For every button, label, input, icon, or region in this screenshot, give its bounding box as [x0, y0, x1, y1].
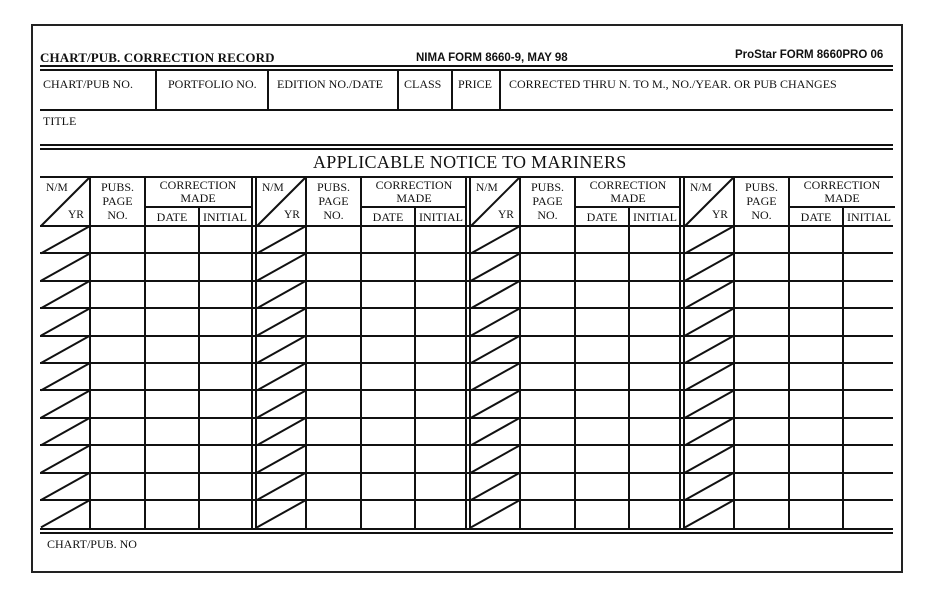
group-1-pubs-label: PUBS. — [100, 180, 135, 194]
group-1-row-4-initial-cell[interactable] — [202, 311, 251, 333]
group-4-made-label: MADE — [824, 191, 860, 205]
group-2-row-1-date-cell[interactable] — [364, 229, 415, 251]
group-3-row-7-date-cell[interactable] — [578, 393, 629, 415]
group-2-row-6-initial-cell[interactable] — [418, 366, 467, 388]
group-2-page-label: PAGE — [318, 194, 349, 208]
portfolio-no-input[interactable] — [159, 92, 267, 109]
group-3-row-6-date-cell[interactable] — [578, 366, 629, 388]
group-2-row-9-date-cell[interactable] — [364, 448, 415, 470]
group-3-date-label: DATE — [586, 210, 618, 224]
group-1-nm-label: N/M — [46, 182, 68, 194]
price-input[interactable] — [455, 92, 499, 109]
group-2-row-4-date-cell[interactable] — [364, 311, 415, 333]
group-4-row-2-date-cell[interactable] — [792, 256, 843, 278]
group-3-row-3-nm-yr-cell[interactable] — [473, 284, 520, 306]
group-2-row-5-pubs-page-no-cell[interactable] — [309, 339, 361, 361]
group-2-row-1-pubs-page-no-cell[interactable] — [309, 229, 361, 251]
group-2-row-8-date-cell[interactable] — [364, 421, 415, 443]
notices-banner: APPLICABLE NOTICE TO MARINERS — [313, 152, 627, 172]
group-4-row-8-nm-yr-cell[interactable] — [687, 421, 734, 443]
group-1-made-label: MADE — [180, 191, 216, 205]
group-3-row-11-pubs-page-no-cell[interactable] — [523, 503, 575, 525]
group-2-date-label: DATE — [372, 210, 404, 224]
group-1-row-9-date-cell[interactable] — [148, 448, 199, 470]
group-4-row-11-date-cell[interactable] — [792, 503, 843, 525]
group-1-yr-label: YR — [68, 209, 84, 221]
class-label: CLASS — [404, 77, 442, 91]
group-3-made-label: MADE — [610, 191, 646, 205]
group-1-row-2-pubs-page-no-cell[interactable] — [93, 256, 145, 278]
group-2-row-7-nm-yr-cell[interactable] — [259, 393, 306, 415]
subheader-line — [575, 206, 681, 208]
group-3-pubs-label: PUBS. — [530, 180, 565, 194]
group-3-row-11-date-cell[interactable] — [578, 503, 629, 525]
group-1-row-4-nm-yr-cell[interactable] — [43, 311, 90, 333]
group-3-row-7-initial-cell[interactable] — [632, 393, 681, 415]
group-3-row-9-pubs-page-no-cell[interactable] — [523, 448, 575, 470]
group-3-row-9-nm-yr-cell[interactable] — [473, 448, 520, 470]
group-1-row-9-initial-cell[interactable] — [202, 448, 251, 470]
group-3-row-11-nm-yr-cell[interactable] — [473, 503, 520, 525]
group-3-row-8-initial-cell[interactable] — [632, 421, 681, 443]
group-2-row-9-nm-yr-cell[interactable] — [259, 448, 306, 470]
group-1-row-6-nm-yr-cell[interactable] — [43, 366, 90, 388]
group-1-row-3-nm-yr-cell[interactable] — [43, 284, 90, 306]
group-1-row-11-date-cell[interactable] — [148, 503, 199, 525]
group-2-row-10-nm-yr-cell[interactable] — [259, 476, 306, 498]
group-1-row-10-initial-cell[interactable] — [202, 476, 251, 498]
group-4-row-7-initial-cell[interactable] — [846, 393, 895, 415]
group-1-row-9-nm-yr-cell[interactable] — [43, 448, 90, 470]
group-2-row-8-initial-cell[interactable] — [418, 421, 467, 443]
group-1-row-10-nm-yr-cell[interactable] — [43, 476, 90, 498]
group-4-row-7-nm-yr-cell[interactable] — [687, 393, 734, 415]
group-4-row-6-pubs-page-no-cell[interactable] — [737, 366, 789, 388]
group-2-row-2-date-cell[interactable] — [364, 256, 415, 278]
group-4-row-10-pubs-page-no-cell[interactable] — [737, 476, 789, 498]
group-4-row-8-initial-cell[interactable] — [846, 421, 895, 443]
group-2-row-3-initial-cell[interactable] — [418, 284, 467, 306]
group-4-row-3-initial-cell[interactable] — [846, 284, 895, 306]
group-2-row-9-pubs-page-no-cell[interactable] — [309, 448, 361, 470]
group-2-row-11-initial-cell[interactable] — [418, 503, 467, 525]
group-2-row-11-pubs-page-no-cell[interactable] — [309, 503, 361, 525]
group-2-correction-label: CORRECTION — [375, 178, 453, 192]
group-3-row-3-date-cell[interactable] — [578, 284, 629, 306]
group-1-row-4-date-cell[interactable] — [148, 311, 199, 333]
group-2-made-label: MADE — [396, 191, 432, 205]
group-4-row-2-pubs-page-no-cell[interactable] — [737, 256, 789, 278]
vendor-form-id: ProStar FORM 8660PRO 06 — [735, 49, 884, 61]
form-title: CHART/PUB. CORRECTION RECORD — [40, 50, 275, 65]
group-2-row-10-date-cell[interactable] — [364, 476, 415, 498]
group-3-row-10-initial-cell[interactable] — [632, 476, 681, 498]
group-3-row-10-nm-yr-cell[interactable] — [473, 476, 520, 498]
group-4-row-3-nm-yr-cell[interactable] — [687, 284, 734, 306]
group-4-page-label: PAGE — [746, 194, 777, 208]
group-2-row-8-nm-yr-cell[interactable] — [259, 421, 306, 443]
group-3-row-2-pubs-page-no-cell[interactable] — [523, 256, 575, 278]
group-3-row-3-pubs-page-no-cell[interactable] — [523, 284, 575, 306]
subheader-line — [789, 206, 895, 208]
group-1-row-5-initial-cell[interactable] — [202, 339, 251, 361]
group-3-row-9-initial-cell[interactable] — [632, 448, 681, 470]
group-3-row-10-pubs-page-no-cell[interactable] — [523, 476, 575, 498]
group-3-row-1-initial-cell[interactable] — [632, 229, 681, 251]
group-1-row-5-nm-yr-cell[interactable] — [43, 339, 90, 361]
title-input[interactable] — [90, 113, 884, 141]
group-1-row-6-pubs-page-no-cell[interactable] — [93, 366, 145, 388]
group-2-row-11-date-cell[interactable] — [364, 503, 415, 525]
group-4-row-4-pubs-page-no-cell[interactable] — [737, 311, 789, 333]
group-3-row-6-initial-cell[interactable] — [632, 366, 681, 388]
group-4-row-8-pubs-page-no-cell[interactable] — [737, 421, 789, 443]
group-4-row-3-date-cell[interactable] — [792, 284, 843, 306]
group-separator — [465, 177, 467, 528]
group-4-row-5-initial-cell[interactable] — [846, 339, 895, 361]
group-4-row-1-date-cell[interactable] — [792, 229, 843, 251]
group-2-row-2-nm-yr-cell[interactable] — [259, 256, 306, 278]
group-3-row-3-initial-cell[interactable] — [632, 284, 681, 306]
group-4-row-10-nm-yr-cell[interactable] — [687, 476, 734, 498]
group-3-no-label: NO. — [537, 208, 558, 222]
group-1-row-1-nm-yr-cell[interactable] — [43, 229, 90, 251]
group-2-row-10-initial-cell[interactable] — [418, 476, 467, 498]
group-1-row-3-pubs-page-no-cell[interactable] — [93, 284, 145, 306]
group-1-page-label: PAGE — [102, 194, 133, 208]
group-4-row-6-initial-cell[interactable] — [846, 366, 895, 388]
group-4-row-10-date-cell[interactable] — [792, 476, 843, 498]
class-input[interactable] — [401, 92, 451, 109]
group-4-nm-label: N/M — [690, 182, 712, 194]
group-3-row-5-date-cell[interactable] — [578, 339, 629, 361]
divider — [40, 109, 893, 111]
group-3-page-label: PAGE — [532, 194, 563, 208]
group-1-row-4-pubs-page-no-cell[interactable] — [93, 311, 145, 333]
group-3-row-6-nm-yr-cell[interactable] — [473, 366, 520, 388]
group-3-row-5-initial-cell[interactable] — [632, 339, 681, 361]
group-2-row-2-initial-cell[interactable] — [418, 256, 467, 278]
group-2-row-6-pubs-page-no-cell[interactable] — [309, 366, 361, 388]
group-2-no-label: NO. — [323, 208, 344, 222]
group-2-row-3-nm-yr-cell[interactable] — [259, 284, 306, 306]
group-1-initial-label: INITIAL — [203, 210, 247, 224]
column-divider — [267, 70, 269, 110]
group-3-row-7-nm-yr-cell[interactable] — [473, 393, 520, 415]
group-4-initial-label: INITIAL — [847, 210, 891, 224]
group-4-row-6-nm-yr-cell[interactable] — [687, 366, 734, 388]
group-1-row-8-initial-cell[interactable] — [202, 421, 251, 443]
column-divider — [451, 70, 453, 110]
group-4-row-5-date-cell[interactable] — [792, 339, 843, 361]
group-4-row-10-initial-cell[interactable] — [846, 476, 895, 498]
group-3-row-4-pubs-page-no-cell[interactable] — [523, 311, 575, 333]
corrected-thru-input[interactable] — [503, 92, 892, 109]
divider — [40, 144, 893, 146]
group-3-row-8-nm-yr-cell[interactable] — [473, 421, 520, 443]
group-2-row-10-pubs-page-no-cell[interactable] — [309, 476, 361, 498]
group-1-date-label: DATE — [156, 210, 188, 224]
group-2-row-7-initial-cell[interactable] — [418, 393, 467, 415]
chart-pub-no-input[interactable] — [43, 92, 155, 109]
group-4-row-11-nm-yr-cell[interactable] — [687, 503, 734, 525]
group-2-yr-label: YR — [284, 209, 300, 221]
group-2-row-6-nm-yr-cell[interactable] — [259, 366, 306, 388]
corrected-thru-label: CORRECTED THRU N. TO M., NO./YEAR. OR PUB CHANGES — [509, 77, 837, 91]
group-2-row-3-date-cell[interactable] — [364, 284, 415, 306]
group-2-row-9-initial-cell[interactable] — [418, 448, 467, 470]
group-4-row-5-pubs-page-no-cell[interactable] — [737, 339, 789, 361]
group-3-row-5-nm-yr-cell[interactable] — [473, 339, 520, 361]
group-3-row-6-pubs-page-no-cell[interactable] — [523, 366, 575, 388]
group-4-row-4-initial-cell[interactable] — [846, 311, 895, 333]
price-label: PRICE — [458, 77, 493, 91]
subheader-line — [145, 206, 251, 208]
group-3-row-7-pubs-page-no-cell[interactable] — [523, 393, 575, 415]
group-1-row-8-date-cell[interactable] — [148, 421, 199, 443]
group-4-no-label: NO. — [751, 208, 772, 222]
group-1-correction-label: CORRECTION — [159, 178, 237, 192]
group-separator — [679, 177, 681, 528]
group-1-row-10-date-cell[interactable] — [148, 476, 199, 498]
group-3-initial-label: INITIAL — [633, 210, 677, 224]
group-1-row-5-pubs-page-no-cell[interactable] — [93, 339, 145, 361]
group-1-row-11-pubs-page-no-cell[interactable] — [93, 503, 145, 525]
group-1-row-10-pubs-page-no-cell[interactable] — [93, 476, 145, 498]
group-3-row-2-initial-cell[interactable] — [632, 256, 681, 278]
group-2-row-8-pubs-page-no-cell[interactable] — [309, 421, 361, 443]
column-divider — [155, 70, 157, 110]
group-1-row-2-nm-yr-cell[interactable] — [43, 256, 90, 278]
group-2-initial-label: INITIAL — [419, 210, 463, 224]
group-2-row-4-nm-yr-cell[interactable] — [259, 311, 306, 333]
column-divider — [499, 70, 501, 110]
footer-chart-pub-label: CHART/PUB. NO — [47, 537, 137, 551]
group-1-row-9-pubs-page-no-cell[interactable] — [93, 448, 145, 470]
group-4-row-1-pubs-page-no-cell[interactable] — [737, 229, 789, 251]
group-4-row-8-date-cell[interactable] — [792, 421, 843, 443]
divider — [40, 528, 893, 530]
group-4-row-1-nm-yr-cell[interactable] — [687, 229, 734, 251]
group-2-row-5-nm-yr-cell[interactable] — [259, 339, 306, 361]
group-separator — [251, 177, 253, 528]
group-3-row-11-initial-cell[interactable] — [632, 503, 681, 525]
group-4-row-6-date-cell[interactable] — [792, 366, 843, 388]
group-1-row-11-nm-yr-cell[interactable] — [43, 503, 90, 525]
form-id: NIMA FORM 8660-9, MAY 98 — [416, 52, 568, 64]
group-3-row-8-date-cell[interactable] — [578, 421, 629, 443]
group-2-row-1-nm-yr-cell[interactable] — [259, 229, 306, 251]
group-4-row-2-nm-yr-cell[interactable] — [687, 256, 734, 278]
group-3-row-1-nm-yr-cell[interactable] — [473, 229, 520, 251]
group-3-row-8-pubs-page-no-cell[interactable] — [523, 421, 575, 443]
group-4-row-4-nm-yr-cell[interactable] — [687, 311, 734, 333]
group-3-nm-label: N/M — [476, 182, 498, 194]
group-2-row-6-date-cell[interactable] — [364, 366, 415, 388]
group-2-row-4-pubs-page-no-cell[interactable] — [309, 311, 361, 333]
group-1-row-7-initial-cell[interactable] — [202, 393, 251, 415]
group-3-row-1-pubs-page-no-cell[interactable] — [523, 229, 575, 251]
group-2-row-3-pubs-page-no-cell[interactable] — [309, 284, 361, 306]
group-4-row-5-nm-yr-cell[interactable] — [687, 339, 734, 361]
group-2-row-1-initial-cell[interactable] — [418, 229, 467, 251]
subheader-line — [361, 206, 467, 208]
title-label: TITLE — [43, 114, 77, 128]
group-3-yr-label: YR — [498, 209, 514, 221]
group-3-row-2-date-cell[interactable] — [578, 256, 629, 278]
group-4-row-11-pubs-page-no-cell[interactable] — [737, 503, 789, 525]
group-3-correction-label: CORRECTION — [589, 178, 667, 192]
portfolio-no-label: PORTFOLIO NO. — [168, 77, 257, 91]
group-3-row-4-nm-yr-cell[interactable] — [473, 311, 520, 333]
edition-no-date-label: EDITION NO./DATE — [277, 77, 383, 91]
group-1-row-6-date-cell[interactable] — [148, 366, 199, 388]
group-1-row-1-date-cell[interactable] — [148, 229, 199, 251]
group-1-row-8-pubs-page-no-cell[interactable] — [93, 421, 145, 443]
group-3-row-1-date-cell[interactable] — [578, 229, 629, 251]
group-2-row-7-pubs-page-no-cell[interactable] — [309, 393, 361, 415]
column-divider — [397, 70, 399, 110]
group-4-correction-label: CORRECTION — [803, 178, 881, 192]
chart-pub-no-label: CHART/PUB NO. — [43, 77, 133, 91]
group-2-nm-label: N/M — [262, 182, 284, 194]
group-4-row-9-date-cell[interactable] — [792, 448, 843, 470]
group-1-row-3-date-cell[interactable] — [148, 284, 199, 306]
group-4-pubs-label: PUBS. — [744, 180, 779, 194]
group-2-row-2-pubs-page-no-cell[interactable] — [309, 256, 361, 278]
group-4-row-9-nm-yr-cell[interactable] — [687, 448, 734, 470]
group-3-row-2-nm-yr-cell[interactable] — [473, 256, 520, 278]
group-4-row-7-date-cell[interactable] — [792, 393, 843, 415]
group-1-row-11-initial-cell[interactable] — [202, 503, 251, 525]
group-4-yr-label: YR — [712, 209, 728, 221]
group-3-row-4-date-cell[interactable] — [578, 311, 629, 333]
group-3-row-10-date-cell[interactable] — [578, 476, 629, 498]
divider — [40, 69, 893, 71]
group-4-row-9-pubs-page-no-cell[interactable] — [737, 448, 789, 470]
group-2-row-11-nm-yr-cell[interactable] — [259, 503, 306, 525]
group-2-row-5-initial-cell[interactable] — [418, 339, 467, 361]
edition-no-date-input[interactable] — [271, 92, 397, 109]
group-3-row-4-initial-cell[interactable] — [632, 311, 681, 333]
divider — [40, 148, 893, 150]
group-1-row-1-pubs-page-no-cell[interactable] — [93, 229, 145, 251]
group-4-row-3-pubs-page-no-cell[interactable] — [737, 284, 789, 306]
group-2-pubs-label: PUBS. — [316, 180, 351, 194]
group-3-row-5-pubs-page-no-cell[interactable] — [523, 339, 575, 361]
group-1-row-8-nm-yr-cell[interactable] — [43, 421, 90, 443]
group-1-row-7-pubs-page-no-cell[interactable] — [93, 393, 145, 415]
group-1-no-label: NO. — [107, 208, 128, 222]
group-1-row-2-initial-cell[interactable] — [202, 256, 251, 278]
group-4-date-label: DATE — [800, 210, 832, 224]
group-1-row-7-nm-yr-cell[interactable] — [43, 393, 90, 415]
group-1-row-1-initial-cell[interactable] — [202, 229, 251, 251]
group-4-row-11-initial-cell[interactable] — [846, 503, 895, 525]
group-1-row-3-initial-cell[interactable] — [202, 284, 251, 306]
group-2-row-4-initial-cell[interactable] — [418, 311, 467, 333]
group-2-row-5-date-cell[interactable] — [364, 339, 415, 361]
group-2-row-7-date-cell[interactable] — [364, 393, 415, 415]
footer-chart-pub-input[interactable] — [150, 536, 454, 556]
group-3-row-9-date-cell[interactable] — [578, 448, 629, 470]
divider — [40, 65, 893, 67]
group-1-row-6-initial-cell[interactable] — [202, 366, 251, 388]
group-4-row-2-initial-cell[interactable] — [846, 256, 895, 278]
group-1-row-5-date-cell[interactable] — [148, 339, 199, 361]
group-4-row-4-date-cell[interactable] — [792, 311, 843, 333]
group-4-row-7-pubs-page-no-cell[interactable] — [737, 393, 789, 415]
group-1-row-7-date-cell[interactable] — [148, 393, 199, 415]
group-1-row-2-date-cell[interactable] — [148, 256, 199, 278]
group-4-row-9-initial-cell[interactable] — [846, 448, 895, 470]
divider — [40, 532, 893, 534]
group-4-row-1-initial-cell[interactable] — [846, 229, 895, 251]
